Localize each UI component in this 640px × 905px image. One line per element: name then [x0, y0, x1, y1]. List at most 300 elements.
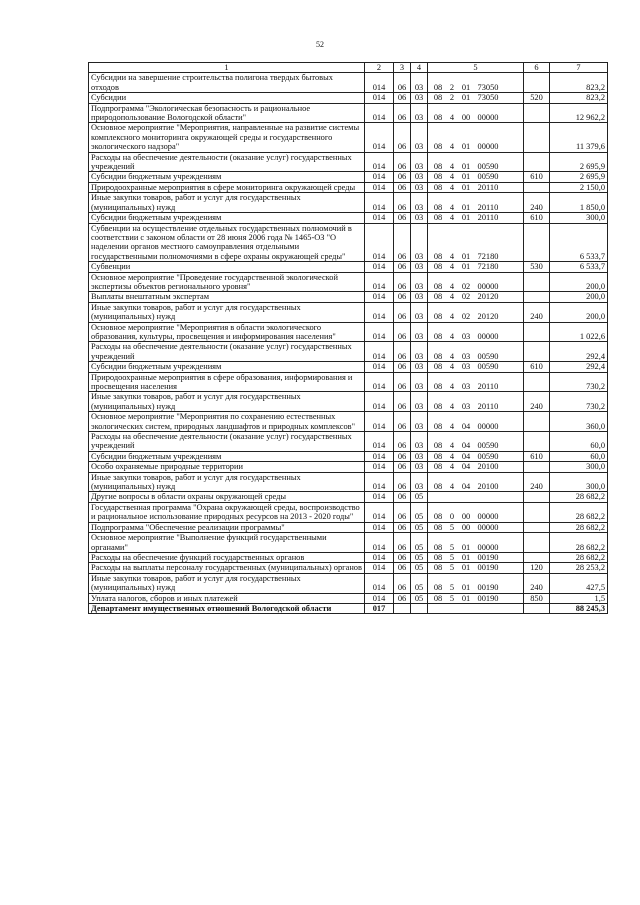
row-subsection-code: 05 — [411, 502, 428, 522]
table-row — [89, 223, 608, 262]
row-name: Субсидии бюджетным учреждениям — [89, 451, 365, 461]
row-expense-type: 240 — [524, 302, 550, 322]
target-code-part: 03 — [461, 401, 471, 411]
row-ministry-code: 014 — [365, 522, 394, 532]
row-target-code — [428, 262, 524, 272]
table-row — [89, 472, 608, 492]
target-code-part: 08 — [433, 162, 443, 172]
target-code-part: 5 — [449, 552, 455, 562]
target-code-part: 08 — [433, 251, 443, 261]
row-target-code — [428, 451, 524, 461]
row-expense-type — [524, 432, 550, 452]
target-code-part: 01 — [461, 251, 471, 261]
row-subsection-code: 05 — [411, 593, 428, 603]
header-col-5: 5 — [428, 63, 524, 73]
budget-table — [88, 62, 608, 614]
row-expense-type: 610 — [524, 213, 550, 223]
row-name: Субсидии бюджетным учреждениям — [89, 362, 365, 372]
row-ministry-code: 017 — [365, 603, 394, 613]
row-subsection-code: 03 — [411, 342, 428, 362]
row-expense-type — [524, 152, 550, 172]
row-expense-type: 610 — [524, 172, 550, 182]
table-row — [89, 342, 608, 362]
row-target-code — [428, 93, 524, 103]
row-target-code — [428, 123, 524, 152]
row-section-code: 06 — [394, 172, 411, 182]
row-section-code: 06 — [394, 552, 411, 562]
target-code-part: 01 — [461, 262, 471, 272]
target-code-part: 20120 — [477, 292, 499, 302]
table-row — [89, 182, 608, 192]
row-ministry-code: 014 — [365, 262, 394, 272]
target-code-part: 01 — [461, 202, 471, 212]
target-code-part: 08 — [433, 462, 443, 472]
row-name: Иные закупки товаров, работ и услуг для государственных (муниципальных) нужд — [89, 392, 365, 412]
row-target-code — [428, 492, 524, 502]
row-ministry-code: 014 — [365, 492, 394, 502]
target-code-part: 00 — [461, 113, 471, 123]
row-target-code — [428, 193, 524, 213]
table-row — [89, 322, 608, 342]
target-code-part: 4 — [449, 113, 455, 123]
table-row — [89, 603, 608, 613]
row-amount: 1 850,0 — [550, 193, 608, 213]
row-amount: 300,0 — [550, 472, 608, 492]
target-code-part: 00000 — [477, 113, 499, 123]
row-section-code: 06 — [394, 563, 411, 573]
row-section-code: 06 — [394, 472, 411, 492]
row-subsection-code: 03 — [411, 223, 428, 262]
row-ministry-code: 014 — [365, 93, 394, 103]
target-code-part: 4 — [449, 401, 455, 411]
row-name: Иные закупки товаров, работ и услуг для государственных (муниципальных) нужд — [89, 573, 365, 593]
row-ministry-code: 014 — [365, 392, 394, 412]
table-row — [89, 412, 608, 432]
target-code-part: 01 — [461, 542, 471, 552]
table-row — [89, 502, 608, 522]
row-subsection-code: 03 — [411, 392, 428, 412]
target-code-part: 0 — [449, 512, 455, 522]
row-name: Иные закупки товаров, работ и услуг для государственных (муниципальных) нужд — [89, 472, 365, 492]
row-section-code: 06 — [394, 522, 411, 532]
row-name: Основное мероприятие "Мероприятия по сохранению естественных экологических систем, природных ландшафтов и природных комплексов" — [89, 412, 365, 432]
target-code-part: 20110 — [477, 202, 499, 212]
row-ministry-code: 014 — [365, 563, 394, 573]
table-row — [89, 492, 608, 502]
row-amount: 360,0 — [550, 412, 608, 432]
target-code-part: 08 — [433, 382, 443, 391]
row-subsection-code — [411, 603, 428, 613]
target-code-part: 4 — [449, 162, 455, 172]
row-expense-type: 520 — [524, 93, 550, 103]
row-name: Выплаты внештатным экспертам — [89, 292, 365, 302]
target-code-part: 01 — [461, 552, 471, 562]
target-code-part: 4 — [449, 281, 455, 291]
row-expense-type — [524, 73, 550, 93]
row-expense-type — [524, 182, 550, 192]
row-name: Расходы на выплаты персоналу государственных (муниципальных) органов — [89, 563, 365, 573]
target-code-part: 00000 — [477, 421, 499, 431]
table-row — [89, 123, 608, 152]
row-amount: 2 695,9 — [550, 152, 608, 172]
target-code-part: 4 — [449, 142, 455, 152]
target-code-part: 4 — [449, 172, 455, 182]
target-code-part: 4 — [449, 441, 455, 451]
row-name: Субсидии бюджетным учреждениям — [89, 213, 365, 223]
target-code-part: 08 — [433, 93, 443, 103]
table-row — [89, 462, 608, 472]
row-section-code: 06 — [394, 272, 411, 292]
row-amount: 730,2 — [550, 392, 608, 412]
row-subsection-code: 03 — [411, 432, 428, 452]
target-code-part: 20100 — [477, 482, 499, 492]
row-subsection-code: 05 — [411, 563, 428, 573]
row-name: Основное мероприятие "Мероприятия, направленные на развитие системы комплексного мониторинга окружающей среды и государственного экологического надзора" — [89, 123, 365, 152]
table-row — [89, 392, 608, 412]
row-subsection-code: 03 — [411, 462, 428, 472]
row-amount: 200,0 — [550, 302, 608, 322]
row-section-code: 06 — [394, 322, 411, 342]
target-code-part: 08 — [433, 552, 443, 562]
target-code-part: 00590 — [477, 351, 499, 361]
table-row — [89, 593, 608, 603]
row-amount: 300,0 — [550, 462, 608, 472]
table-row — [89, 292, 608, 302]
row-amount: 823,2 — [550, 93, 608, 103]
row-ministry-code: 014 — [365, 462, 394, 472]
table-row — [89, 93, 608, 103]
target-code-part: 4 — [449, 202, 455, 212]
target-code-part: 4 — [449, 351, 455, 361]
table-row — [89, 193, 608, 213]
row-amount: 2 150,0 — [550, 182, 608, 192]
row-section-code: 06 — [394, 342, 411, 362]
target-code-part: 4 — [449, 312, 455, 322]
page-number: 52 — [316, 40, 324, 49]
row-section-code: 06 — [394, 502, 411, 522]
row-subsection-code: 03 — [411, 262, 428, 272]
target-code-part: 08 — [433, 331, 443, 341]
row-ministry-code: 014 — [365, 362, 394, 372]
target-code-part: 01 — [461, 563, 471, 573]
target-code-part: 5 — [449, 563, 455, 573]
row-name: Основное мероприятие "Мероприятия в области экологического образования, культуры, просвещения и информирования населения" — [89, 322, 365, 342]
row-amount: 88 245,3 — [550, 603, 608, 613]
target-code-part: 5 — [449, 593, 455, 603]
target-code-part: 00590 — [477, 451, 499, 461]
row-section-code: 06 — [394, 292, 411, 302]
row-target-code — [428, 342, 524, 362]
row-section-code: 06 — [394, 573, 411, 593]
target-code-part: 08 — [433, 172, 443, 182]
table-row — [89, 152, 608, 172]
row-section-code — [394, 603, 411, 613]
row-amount: 2 695,9 — [550, 172, 608, 182]
target-code-part: 00590 — [477, 441, 499, 451]
row-subsection-code: 03 — [411, 213, 428, 223]
row-name: Государственная программа "Охрана окружающей среды, воспроизводство и рациональное использование природных ресурсов на 2013 - 2020 годы" — [89, 502, 365, 522]
target-code-part: 2 — [449, 93, 455, 103]
target-code-part: 01 — [461, 593, 471, 603]
row-subsection-code: 03 — [411, 272, 428, 292]
target-code-part: 5 — [449, 542, 455, 552]
row-expense-type — [524, 603, 550, 613]
target-code-part: 20110 — [477, 213, 499, 223]
row-target-code — [428, 292, 524, 302]
target-code-part: 20110 — [477, 182, 499, 192]
row-target-code — [428, 573, 524, 593]
row-expense-type — [524, 462, 550, 472]
row-name: Другие вопросы в области охраны окружающей среды — [89, 492, 365, 502]
row-expense-type — [524, 342, 550, 362]
target-code-part: 03 — [461, 331, 471, 341]
target-code-part: 08 — [433, 351, 443, 361]
row-target-code — [428, 362, 524, 372]
header-col-7: 7 — [550, 63, 608, 73]
row-amount: 28 682,2 — [550, 502, 608, 522]
row-target-code — [428, 472, 524, 492]
target-code-part: 08 — [433, 82, 443, 92]
target-code-part: 20110 — [477, 401, 499, 411]
row-section-code: 06 — [394, 262, 411, 272]
row-amount: 11 379,6 — [550, 123, 608, 152]
header-row — [89, 63, 608, 73]
row-section-code: 06 — [394, 372, 411, 392]
target-code-part: 4 — [449, 251, 455, 261]
row-section-code: 06 — [394, 362, 411, 372]
row-target-code — [428, 593, 524, 603]
row-amount: 6 533,7 — [550, 223, 608, 262]
row-subsection-code: 03 — [411, 73, 428, 93]
row-ministry-code: 014 — [365, 432, 394, 452]
row-name: Подпрограмма "Экологическая безопасность и рациональное природопользование Вологодской области" — [89, 103, 365, 123]
row-amount: 12 962,2 — [550, 103, 608, 123]
target-code-part: 20110 — [477, 382, 499, 391]
target-code-part: 01 — [461, 93, 471, 103]
target-code-part: 08 — [433, 213, 443, 223]
row-expense-type — [524, 103, 550, 123]
target-code-part: 4 — [449, 382, 455, 391]
table-row — [89, 522, 608, 532]
target-code-part: 04 — [461, 482, 471, 492]
row-target-code — [428, 372, 524, 392]
row-amount: 292,4 — [550, 342, 608, 362]
target-code-part: 08 — [433, 182, 443, 192]
target-code-part: 08 — [433, 362, 443, 372]
target-code-part: 04 — [461, 462, 471, 472]
row-ministry-code: 014 — [365, 412, 394, 432]
row-subsection-code: 03 — [411, 103, 428, 123]
row-expense-type: 610 — [524, 362, 550, 372]
table-row — [89, 533, 608, 553]
row-name: Основное мероприятие "Выполнение функций государственными органами" — [89, 533, 365, 553]
row-ministry-code: 014 — [365, 322, 394, 342]
row-section-code: 06 — [394, 432, 411, 452]
row-subsection-code: 03 — [411, 123, 428, 152]
row-ministry-code: 014 — [365, 272, 394, 292]
row-target-code — [428, 223, 524, 262]
row-subsection-code: 05 — [411, 533, 428, 553]
row-target-code — [428, 412, 524, 432]
target-code-part: 00000 — [477, 281, 499, 291]
row-ministry-code: 014 — [365, 152, 394, 172]
row-section-code: 06 — [394, 451, 411, 461]
target-code-part: 5 — [449, 583, 455, 593]
row-ministry-code: 014 — [365, 342, 394, 362]
target-code-part: 08 — [433, 512, 443, 522]
target-code-part: 01 — [461, 172, 471, 182]
header-col-1: 1 — [89, 63, 365, 73]
row-section-code: 06 — [394, 223, 411, 262]
row-ministry-code: 014 — [365, 372, 394, 392]
row-name: Субсидии на завершение строительства полигона твердых бытовых отходов — [89, 73, 365, 93]
row-target-code — [428, 213, 524, 223]
target-code-part: 00190 — [477, 563, 499, 573]
row-target-code — [428, 172, 524, 182]
row-name: Особо охраняемые природные территории — [89, 462, 365, 472]
row-target-code — [428, 73, 524, 93]
row-subsection-code: 03 — [411, 182, 428, 192]
table-row — [89, 272, 608, 292]
row-subsection-code: 03 — [411, 172, 428, 182]
row-amount: 292,4 — [550, 362, 608, 372]
target-code-part: 00000 — [477, 542, 499, 552]
row-section-code: 06 — [394, 123, 411, 152]
row-expense-type: 610 — [524, 451, 550, 461]
table-row — [89, 302, 608, 322]
row-ministry-code: 014 — [365, 292, 394, 302]
table-row — [89, 372, 608, 392]
row-expense-type — [524, 123, 550, 152]
row-target-code — [428, 552, 524, 562]
table-row — [89, 262, 608, 272]
target-code-part: 02 — [461, 312, 471, 322]
row-name: Департамент имущественных отношений Вологодской области — [89, 603, 365, 613]
row-section-code: 06 — [394, 302, 411, 322]
target-code-part: 00590 — [477, 362, 499, 372]
row-section-code: 06 — [394, 152, 411, 172]
row-name: Субсидии — [89, 93, 365, 103]
row-amount: 28 682,2 — [550, 522, 608, 532]
row-section-code: 06 — [394, 392, 411, 412]
row-expense-type — [524, 223, 550, 262]
target-code-part: 08 — [433, 563, 443, 573]
target-code-part: 00190 — [477, 593, 499, 603]
target-code-part: 03 — [461, 382, 471, 391]
row-section-code: 06 — [394, 93, 411, 103]
target-code-part: 00000 — [477, 522, 499, 532]
row-name: Иные закупки товаров, работ и услуг для государственных (муниципальных) нужд — [89, 302, 365, 322]
target-code-part: 01 — [461, 213, 471, 223]
row-expense-type — [524, 552, 550, 562]
row-target-code — [428, 522, 524, 532]
row-target-code — [428, 152, 524, 172]
row-amount: 730,2 — [550, 372, 608, 392]
row-name: Субвенции на осуществление отдельных государственных полномочий в соответствии с законом области от 28 июня 2006 года № 1465-ОЗ "О наделении органов местного самоуправления отдельными государственными полномочиями в сфере охраны окружающей среды" — [89, 223, 365, 262]
row-subsection-code: 03 — [411, 412, 428, 432]
row-amount: 60,0 — [550, 432, 608, 452]
row-ministry-code: 014 — [365, 573, 394, 593]
row-expense-type — [524, 492, 550, 502]
row-ministry-code: 014 — [365, 73, 394, 93]
target-code-part: 72180 — [477, 262, 499, 272]
row-subsection-code: 05 — [411, 522, 428, 532]
target-code-part: 20120 — [477, 312, 499, 322]
row-target-code — [428, 533, 524, 553]
row-target-code — [428, 103, 524, 123]
row-amount: 823,2 — [550, 73, 608, 93]
row-name: Основное мероприятие "Проведение государственной экологической экспертизы объектов регионального уровня" — [89, 272, 365, 292]
row-name: Природоохранные мероприятия в сфере мониторинга окружающей среды — [89, 182, 365, 192]
row-name: Расходы на обеспечение деятельности (оказание услуг) государственных учреждений — [89, 432, 365, 452]
target-code-part: 73050 — [477, 82, 499, 92]
row-ministry-code: 014 — [365, 172, 394, 182]
row-ministry-code: 014 — [365, 103, 394, 123]
row-amount: 1,5 — [550, 593, 608, 603]
row-amount: 28 253,2 — [550, 563, 608, 573]
row-ministry-code: 014 — [365, 182, 394, 192]
row-target-code — [428, 462, 524, 472]
row-section-code: 06 — [394, 462, 411, 472]
row-expense-type — [524, 522, 550, 532]
row-subsection-code: 03 — [411, 193, 428, 213]
target-code-part: 00190 — [477, 552, 499, 562]
target-code-part: 01 — [461, 162, 471, 172]
row-name: Природоохранные мероприятия в сфере образования, информирования и просвещения населения — [89, 372, 365, 392]
row-expense-type: 120 — [524, 563, 550, 573]
row-ministry-code: 014 — [365, 213, 394, 223]
row-section-code: 06 — [394, 492, 411, 502]
target-code-part: 01 — [461, 583, 471, 593]
target-code-part: 4 — [449, 331, 455, 341]
row-subsection-code: 03 — [411, 362, 428, 372]
row-target-code — [428, 182, 524, 192]
row-ministry-code: 014 — [365, 552, 394, 562]
target-code-part: 4 — [449, 292, 455, 302]
table-row — [89, 73, 608, 93]
table-row — [89, 362, 608, 372]
table-row — [89, 552, 608, 562]
row-name: Субвенции — [89, 262, 365, 272]
table-row — [89, 103, 608, 123]
target-code-part: 08 — [433, 522, 443, 532]
header-col-6: 6 — [524, 63, 550, 73]
row-target-code — [428, 502, 524, 522]
target-code-part: 08 — [433, 292, 443, 302]
row-target-code — [428, 322, 524, 342]
target-code-part: 00590 — [477, 172, 499, 182]
row-name: Расходы на обеспечение функций государственных органов — [89, 552, 365, 562]
target-code-part: 02 — [461, 292, 471, 302]
row-amount: 200,0 — [550, 272, 608, 292]
row-ministry-code: 014 — [365, 193, 394, 213]
row-expense-type — [524, 322, 550, 342]
target-code-part: 08 — [433, 202, 443, 212]
target-code-part: 00190 — [477, 583, 499, 593]
target-code-part: 00000 — [477, 512, 499, 522]
target-code-part: 4 — [449, 462, 455, 472]
row-amount: 28 682,2 — [550, 492, 608, 502]
target-code-part: 08 — [433, 281, 443, 291]
row-amount: 28 682,2 — [550, 552, 608, 562]
row-ministry-code: 014 — [365, 302, 394, 322]
target-code-part: 01 — [461, 82, 471, 92]
row-subsection-code: 03 — [411, 451, 428, 461]
row-target-code — [428, 302, 524, 322]
target-code-part: 08 — [433, 441, 443, 451]
row-expense-type — [524, 292, 550, 302]
row-target-code — [428, 432, 524, 452]
